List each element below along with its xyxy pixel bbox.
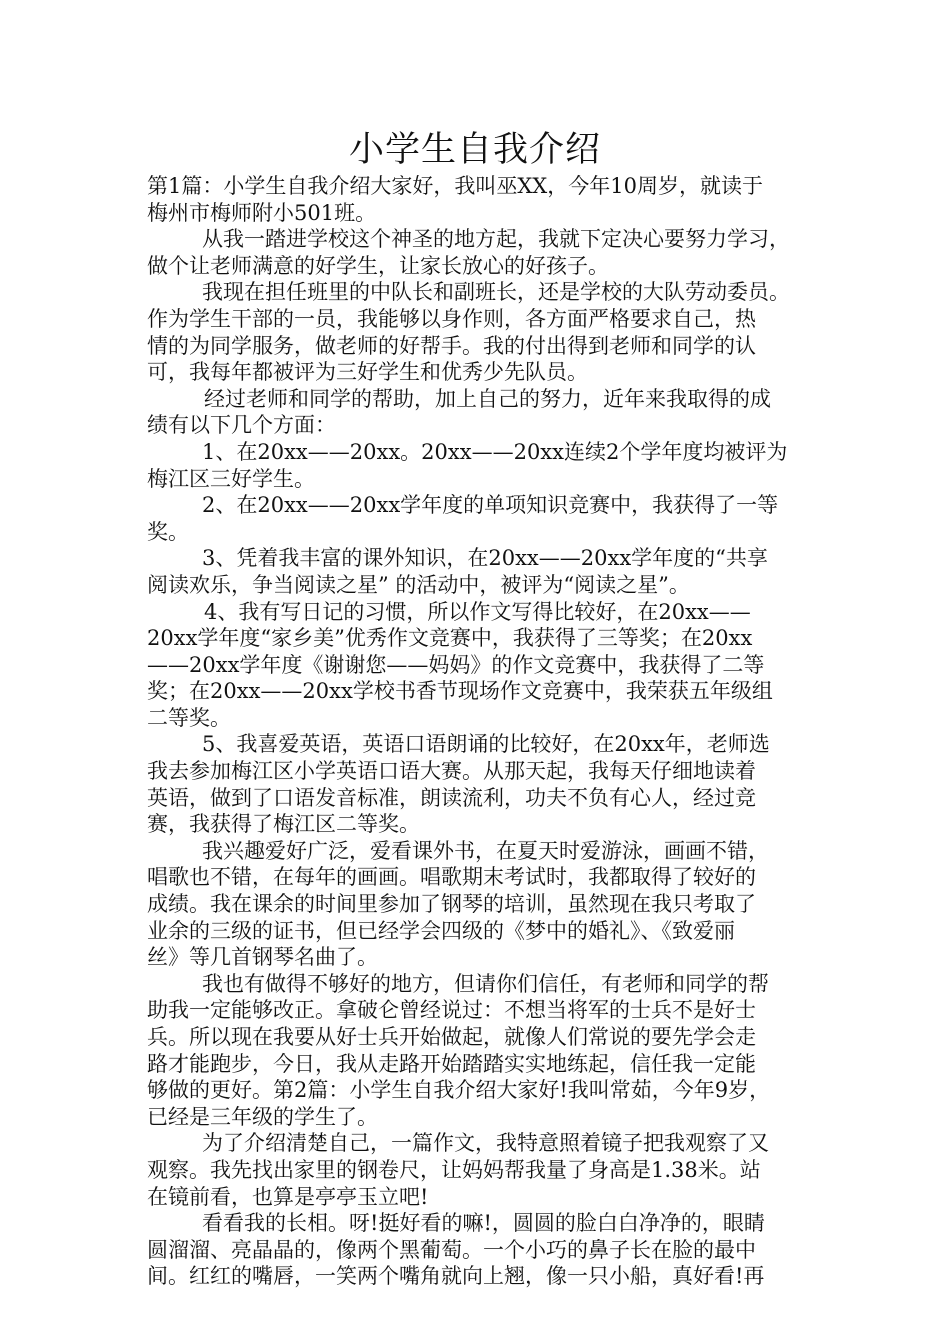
text-line: 为了介绍清楚自己，一篇作文，我特意照着镜子把我观察了又 (202, 1131, 769, 1156)
text-line: 唱歌也不错，在每年的画画。唱歌期末考试时，我都取得了较好的 (147, 865, 756, 890)
text-line: 我也有做得不够好的地方，但请你们信任，有老师和同学的帮 (202, 971, 769, 996)
text-line: 经过老师和同学的帮助，加上自己的努力，近年来我取得的成 (204, 386, 771, 411)
text-line: 1、在20xx——20xx。20xx——20xx连续2个学年度均被评为 (202, 439, 788, 464)
text-line: 助我一定能够改正。拿破仑曾经说过：不想当将军的士兵不是好士 (147, 998, 756, 1023)
text-line: 做个让老师满意的好学生，让家长放心的好孩子。 (147, 253, 609, 278)
text-line: 3、凭着我丰富的课外知识，在20xx——20xx学年度的“共享 (202, 546, 768, 571)
text-line: 丝》等几首钢琴名曲了。 (147, 945, 378, 970)
text-line: 圆溜溜、亮晶晶的，像两个黑葡萄。一个小巧的鼻子长在脸的最中 (147, 1237, 756, 1262)
text-line: 作为学生干部的一员，我能够以身作则，各方面严格要求自己，热 (147, 306, 756, 331)
text-line: 观察。我先找出家里的钢卷尺，让妈妈帮我量了身高是1.38米。站 (147, 1157, 761, 1182)
text-line: 我兴趣爱好广泛，爱看课外书，在夏天时爱游泳，画画不错， (202, 838, 769, 863)
document-body (147, 173, 827, 1290)
text-line: 已经是三年级的学生了。 (147, 1104, 378, 1129)
text-line: 奖。 (147, 519, 189, 544)
text-line: 我去参加梅江区小学英语口语大赛。从那天起，我每天仔细地读着 (147, 759, 756, 784)
text-line: 情的为同学服务，做老师的好帮手。我的付出得到老师和同学的认 (147, 333, 756, 358)
text-line: 5、我喜爱英语，英语口语朗诵的比较好，在20xx年，老师选 (202, 732, 770, 757)
text-line: 业余的三级的证书，但已经学会四级的《梦中的婚礼》、《致爱丽 (147, 918, 735, 943)
text-line: 绩有以下几个方面： (147, 413, 336, 438)
text-line: 奖；在20xx——20xx学校书香节现场作文竞赛中，我荣获五年级组 (147, 679, 773, 704)
document-title: 小学生自我介绍 (348, 130, 601, 170)
text-line: 4、我有写日记的习惯，所以作文写得比较好，在20xx—— (204, 599, 751, 624)
text-line: 梅江区三好学生。 (147, 466, 315, 491)
text-line: 赛，我获得了梅江区二等奖。 (147, 812, 420, 837)
text-line: 可，我每年都被评为三好学生和优秀少先队员。 (147, 360, 588, 385)
text-line: 梅州市梅师附小501班。 (147, 200, 377, 225)
text-line: 20xx学年度“家乡美”优秀作文竞赛中，我获得了三等奖；在20xx (147, 626, 753, 651)
text-line: 第1篇：小学生自我介绍大家好，我叫巫XX，今年10周岁，就读于 (147, 174, 763, 198)
text-line: 间。红红的嘴唇，一笑两个嘴角就向上翘，像一只小船，真好看!再 (147, 1264, 765, 1289)
text-line: 成绩。我在课余的时间里参加了钢琴的培训，虽然现在我只考取了 (147, 892, 756, 917)
text-line: 看看我的长相。呀!挺好看的嘛!，圆圆的脸白白净净的，眼睛 (202, 1211, 765, 1236)
text-line: 兵。所以现在我要从好士兵开始做起，就像人们常说的要先学会走 (147, 1025, 756, 1049)
text-line: ——20xx学年度《谢谢您——妈妈》的作文竞赛中，我获得了二等 (147, 652, 765, 677)
text-line: 我现在担任班里的中队长和副班长，还是学校的大队劳动委员。 (202, 280, 790, 305)
text-line: 在镜前看，也算是亭亭玉立吧! (147, 1184, 429, 1209)
text-line: 阅读欢乐，争当阅读之星” 的活动中，被评为“阅读之星”。 (147, 572, 690, 597)
text-line: 从我一踏进学校这个神圣的地方起，我就下定决心要努力学习， (202, 227, 790, 252)
text-line: 二等奖。 (147, 705, 231, 730)
text-line: 路才能跑步，今日，我从走路开始踏踏实实地练起，信任我一定能 (147, 1051, 756, 1076)
text-line: 英语，做到了口语发音标准，朗读流利，功夫不负有心人，经过竞 (147, 785, 756, 810)
text-line: 2、在20xx——20xx学年度的单项知识竞赛中，我获得了一等 (202, 493, 779, 518)
text-line: 够做的更好。第2篇：小学生自我介绍大家好!我叫常茹，今年9岁， (147, 1078, 771, 1103)
